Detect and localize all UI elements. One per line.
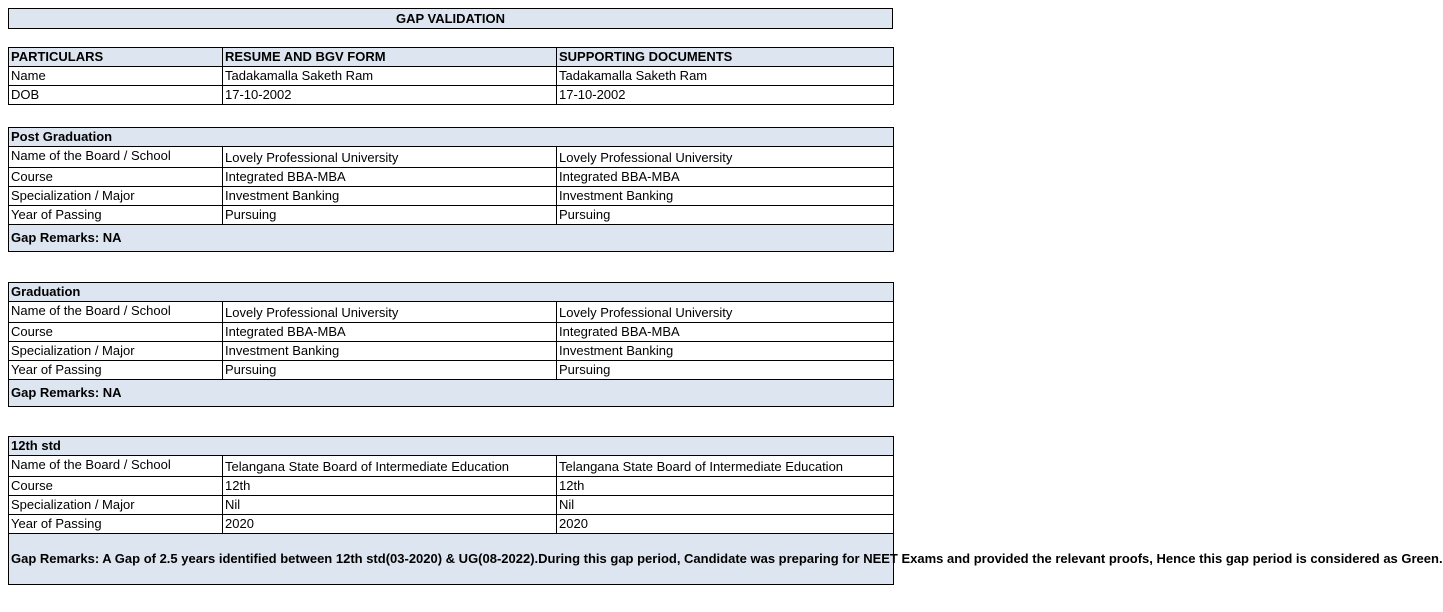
row-label: DOB	[9, 86, 223, 105]
table-row	[9, 86, 894, 105]
section-title: Post Graduation	[9, 128, 894, 147]
gap-remarks-row	[9, 534, 894, 585]
row-label: Course	[9, 477, 223, 496]
resume-value: Lovely Professional University	[223, 147, 557, 168]
row-label: Year of Passing	[9, 361, 223, 380]
table-row	[9, 168, 894, 187]
document-value: 17-10-2002	[557, 86, 894, 105]
gap-remarks-row	[9, 380, 894, 407]
row-label: Name	[9, 67, 223, 86]
row-label: Specialization / Major	[9, 496, 223, 515]
row-label: Name of the Board / School	[9, 147, 223, 168]
document-value: Pursuing	[557, 361, 894, 380]
table-row	[9, 342, 894, 361]
row-label: Name of the Board / School	[9, 302, 223, 323]
resume-value: Tadakamalla Saketh Ram	[223, 67, 557, 86]
document-value: Integrated BBA-MBA	[557, 323, 894, 342]
table-row	[9, 206, 894, 225]
resume-value: Nil	[223, 496, 557, 515]
section-table	[8, 436, 1443, 585]
resume-value: 17-10-2002	[223, 86, 557, 105]
document-value: 12th	[557, 477, 894, 496]
table-row	[9, 361, 894, 380]
section-header-row	[9, 283, 894, 302]
document-value: Tadakamalla Saketh Ram	[557, 67, 894, 86]
column-header-particulars: PARTICULARS	[9, 48, 223, 67]
table-row	[9, 187, 894, 206]
resume-value: Pursuing	[223, 361, 557, 380]
column-header-documents: SUPPORTING DOCUMENTS	[557, 48, 894, 67]
row-label: Specialization / Major	[9, 342, 223, 361]
section-12th-std	[8, 436, 1443, 585]
table-row	[9, 67, 894, 86]
resume-value: Investment Banking	[223, 187, 557, 206]
document-value: Telangana State Board of Intermediate Education	[557, 456, 894, 477]
document-value: Lovely Professional University	[557, 302, 894, 323]
gap-remarks-row	[9, 225, 894, 252]
row-label: Course	[9, 168, 223, 187]
section-table	[8, 127, 894, 252]
row-label: Name of the Board / School	[9, 456, 223, 477]
gap-remarks: Gap Remarks: A Gap of 2.5 years identified between 12th std(03-2020) & UG(08-2022).During this gap period, Candidate was preparing for NEET Exams and provided the relevant proofs, Hence this gap period is considered as Green.	[9, 534, 894, 585]
table-row	[9, 456, 894, 477]
section-title: Graduation	[9, 283, 894, 302]
row-label: Year of Passing	[9, 206, 223, 225]
table-row	[9, 323, 894, 342]
resume-value: Investment Banking	[223, 342, 557, 361]
document-value: Pursuing	[557, 206, 894, 225]
section-graduation	[8, 282, 893, 407]
resume-value: Lovely Professional University	[223, 302, 557, 323]
resume-value: Telangana State Board of Intermediate Education	[223, 456, 557, 477]
resume-value: Pursuing	[223, 206, 557, 225]
gap-remarks: Gap Remarks: NA	[9, 225, 894, 252]
column-header-row	[9, 48, 894, 67]
gap-remarks: Gap Remarks: NA	[9, 380, 894, 407]
resume-value: 12th	[223, 477, 557, 496]
section-header-row	[9, 437, 894, 456]
section-header-row	[9, 128, 894, 147]
table-row	[9, 477, 894, 496]
resume-value: Integrated BBA-MBA	[223, 323, 557, 342]
section-table	[8, 282, 894, 407]
document-value: Lovely Professional University	[557, 147, 894, 168]
resume-value: 2020	[223, 515, 557, 534]
table-row	[9, 147, 894, 168]
document-value: Investment Banking	[557, 187, 894, 206]
personal-table-block	[8, 47, 893, 105]
page-title: GAP VALIDATION	[8, 8, 893, 29]
row-label: Course	[9, 323, 223, 342]
document-value: 2020	[557, 515, 894, 534]
table-row	[9, 496, 894, 515]
personal-table	[8, 47, 894, 105]
document-value: Integrated BBA-MBA	[557, 168, 894, 187]
row-label: Year of Passing	[9, 515, 223, 534]
document-value: Nil	[557, 496, 894, 515]
document-value: Investment Banking	[557, 342, 894, 361]
table-row	[9, 515, 894, 534]
table-row	[9, 302, 894, 323]
section-title: 12th std	[9, 437, 894, 456]
row-label: Specialization / Major	[9, 187, 223, 206]
section-post-graduation	[8, 127, 893, 252]
column-header-resume: RESUME AND BGV FORM	[223, 48, 557, 67]
resume-value: Integrated BBA-MBA	[223, 168, 557, 187]
